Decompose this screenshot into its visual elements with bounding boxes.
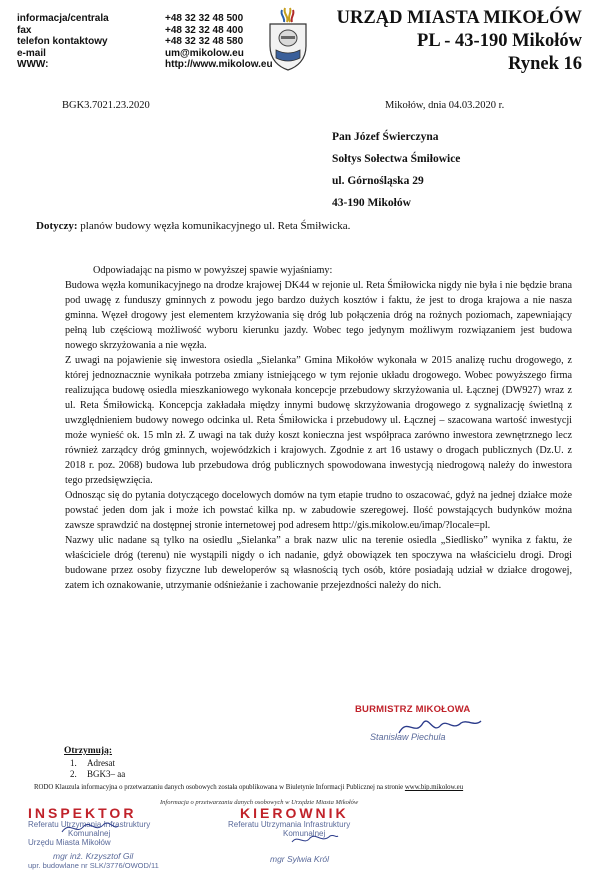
recipient-name: Pan Józef Świerczyna [332,131,439,143]
head-line: Referatu Utrzymania Infrastruktury [228,820,351,829]
inspector-line: Referatu Utrzymania Infrastruktury [28,820,151,829]
contact-label: WWW: [17,59,49,70]
contact-phone: +48 32 32 48 500 [165,13,244,24]
mayor-stamp-name: Stanisław Piechula [370,732,446,742]
inspector-signature-icon [60,818,120,838]
head-name: mgr Sylwia Król [270,854,330,864]
rodo-note: Informacja o przetwarzaniu danych osobowych w Urzędzie Miasta Mikołów [160,799,359,806]
body-intro: Odpowiadając na pismo w powyższej spawie wyjaśniamy: [93,265,333,276]
body-paragraph: Odnosząc się do pytania dotyczącego docelowych domów na tym etapie trudno to oszacować, gdyż na jednej działce może powstać jeden dom jak i może ich powstać kilka np. w zabudowie szeregowej. Ilość powstających budynków można zawsze sprawdzić na dostępnej stronie internetowej pod adresem http://gis.mikolow.eu/imap/?locale=pl. [65,490,572,531]
inspector-title: INSPEKTOR [28,805,137,821]
rodo-link[interactable]: www.bip.mikolow.eu [404,784,464,791]
list-item: 1. Adresat [70,758,115,768]
letter-body [65,263,572,593]
contact-label: telefon kontaktowy [17,36,108,47]
contact-label: fax [17,24,32,36]
contact-website: http://www.mikolow.eu [165,59,273,70]
distribution-heading: Otrzymują: [64,746,113,756]
distribution-list [70,758,125,780]
head-title: KIEROWNIK [240,805,349,821]
inspector-line: Urzędu Miasta Mikołów [28,838,111,847]
contact-labels [17,13,157,71]
coat-of-arms-icon [265,6,311,72]
subject-line [36,220,350,232]
contact-telephone: +48 32 32 48 580 [165,36,244,47]
recipient-block [332,126,460,214]
office-postal: PL - 43-190 Mikołów [417,31,582,51]
rodo-text: RODO Klauzula informacyjna o przetwarzaniu danych osobowych została opublikowana w Biuletynie Informacji Publicznej na stronie [34,784,405,791]
letter-date: Mikołów, dnia 04.03.2020 r. [385,100,505,111]
recipient-street: ul. Górnośląska 29 [332,175,424,187]
recipient-title: Sołtys Sołectwa Śmiłowice [332,153,461,165]
inspector-name: mgr inż. Krzysztof Gil [53,851,134,861]
head-signature-icon [290,830,340,850]
mayor-signature-icon [395,713,485,741]
subject-text: planów budowy węzła komunikacyjnego ul. Reta Śmiłwicka. [77,220,351,232]
contact-label: e-mail [17,47,46,59]
mayor-stamp-title: BURMISTRZ MIKOŁOWA [355,704,471,715]
office-street: Rynek 16 [508,54,582,74]
recipient-city: 43-190 Mikołów [332,197,411,209]
body-paragraph: Z uwagi na pojawienie się inwestora osiedla „Sielanka” Gmina Mikołów wykonała w 2015 analizę ruchu drogowego, z której jednoznacznie wynikała potrzeba zmiany istniejącego w tym rejonie układu drogowego. Wobec powyższego firma realizująca budowę osiedla mieszkaniowego wykonała koncepcje przebudowy skrzyżowania ul. Łącznej (DW927) wraz z ul. Reta Śmiłowicką. Koncepcja zakładała między innymi budowę skrzyżowania drogowego z sygnalizację świetlną z uwzględnieniem budowy nowego odcinka ul. Reta Śmiłowicka i przebudowy ul. Łącznej – szacowana wartość inwestycji może wynieść ok. 15 mln zł. Z uwagi na tak duży koszt konieczna jest współpraca zarówno inwestora zewnętrznego lecz również zarządcy dróg gminnych, wojewódzkich i krajowych. Zgodnie z art 16 ustawy o drogach publicznych (Dz.U. z 2018 r. poz. 2068) budowa lub przebudowa dróg publicznych spowodowana inwestycją niedrogową należy do inwestora tego przedsięwzięcia. [65,355,572,486]
inspector-line: Komunalnej [68,829,111,838]
body-paragraph: Budowa węzła komunikacyjnego na drodze krajowej DK44 w rejonie ul. Reta Śmiłowicka nigdy nie była i nie będzie brana pod uwagę z funduszy gminnych z powodu jego bardzo dużych kosztów i faktu, że jest to droga krajowa a nie nasza gminna. Węzeł drogowy jest elementem krzyżowania się dróg lub połączenia dróg na rożnych poziomach, zapewniający pełną lub częściową możliwość wyboru kierunku jazdy. Wobec tego jedynym możliwym rozwiązaniem jest budowa nowego skrzyżowania a nie węzła. [65,280,572,351]
distribution-item: Adresat [87,758,115,768]
list-item: 2. BGK3– aa [70,769,126,779]
inspector-permit: upr. budowlane nr SLK/3776/OWOD/11 [28,861,159,870]
contact-fax: +48 32 32 48 400 [165,24,244,36]
subject-label: Dotyczy: [36,220,78,232]
distribution-item: BGK3– aa [87,769,126,779]
body-paragraph: Nazwy ulic nadane są tylko na osiedlu „Sielanka” a brak nazw ulic na terenie osiedla „Siedlisko” wynika z faktu, że właściciele dróg (terenu) nie wystąpili nigdy o ich nadanie, gdyż obowiązek ten spoczywa na właścicielu drogi. Drogi budowane przez osoby fizyczne lub deweloperów są własnością tych osób, które posiadają udział w działce drogowej, zatem ich oznakowanie, utrzymanie odśnieżanie i zachowanie przejezdności należy do nich. [65,535,572,591]
reference-number: BGK3.7021.23.2020 [62,100,150,111]
contact-email: um@mikolow.eu [165,47,244,59]
rodo-clause [34,784,574,791]
office-name: URZĄD MIASTA MIKOŁÓW [336,8,582,28]
contact-label: informacja/centrala [17,13,109,24]
office-header [330,7,582,76]
head-line: Komunalnej [283,829,326,838]
